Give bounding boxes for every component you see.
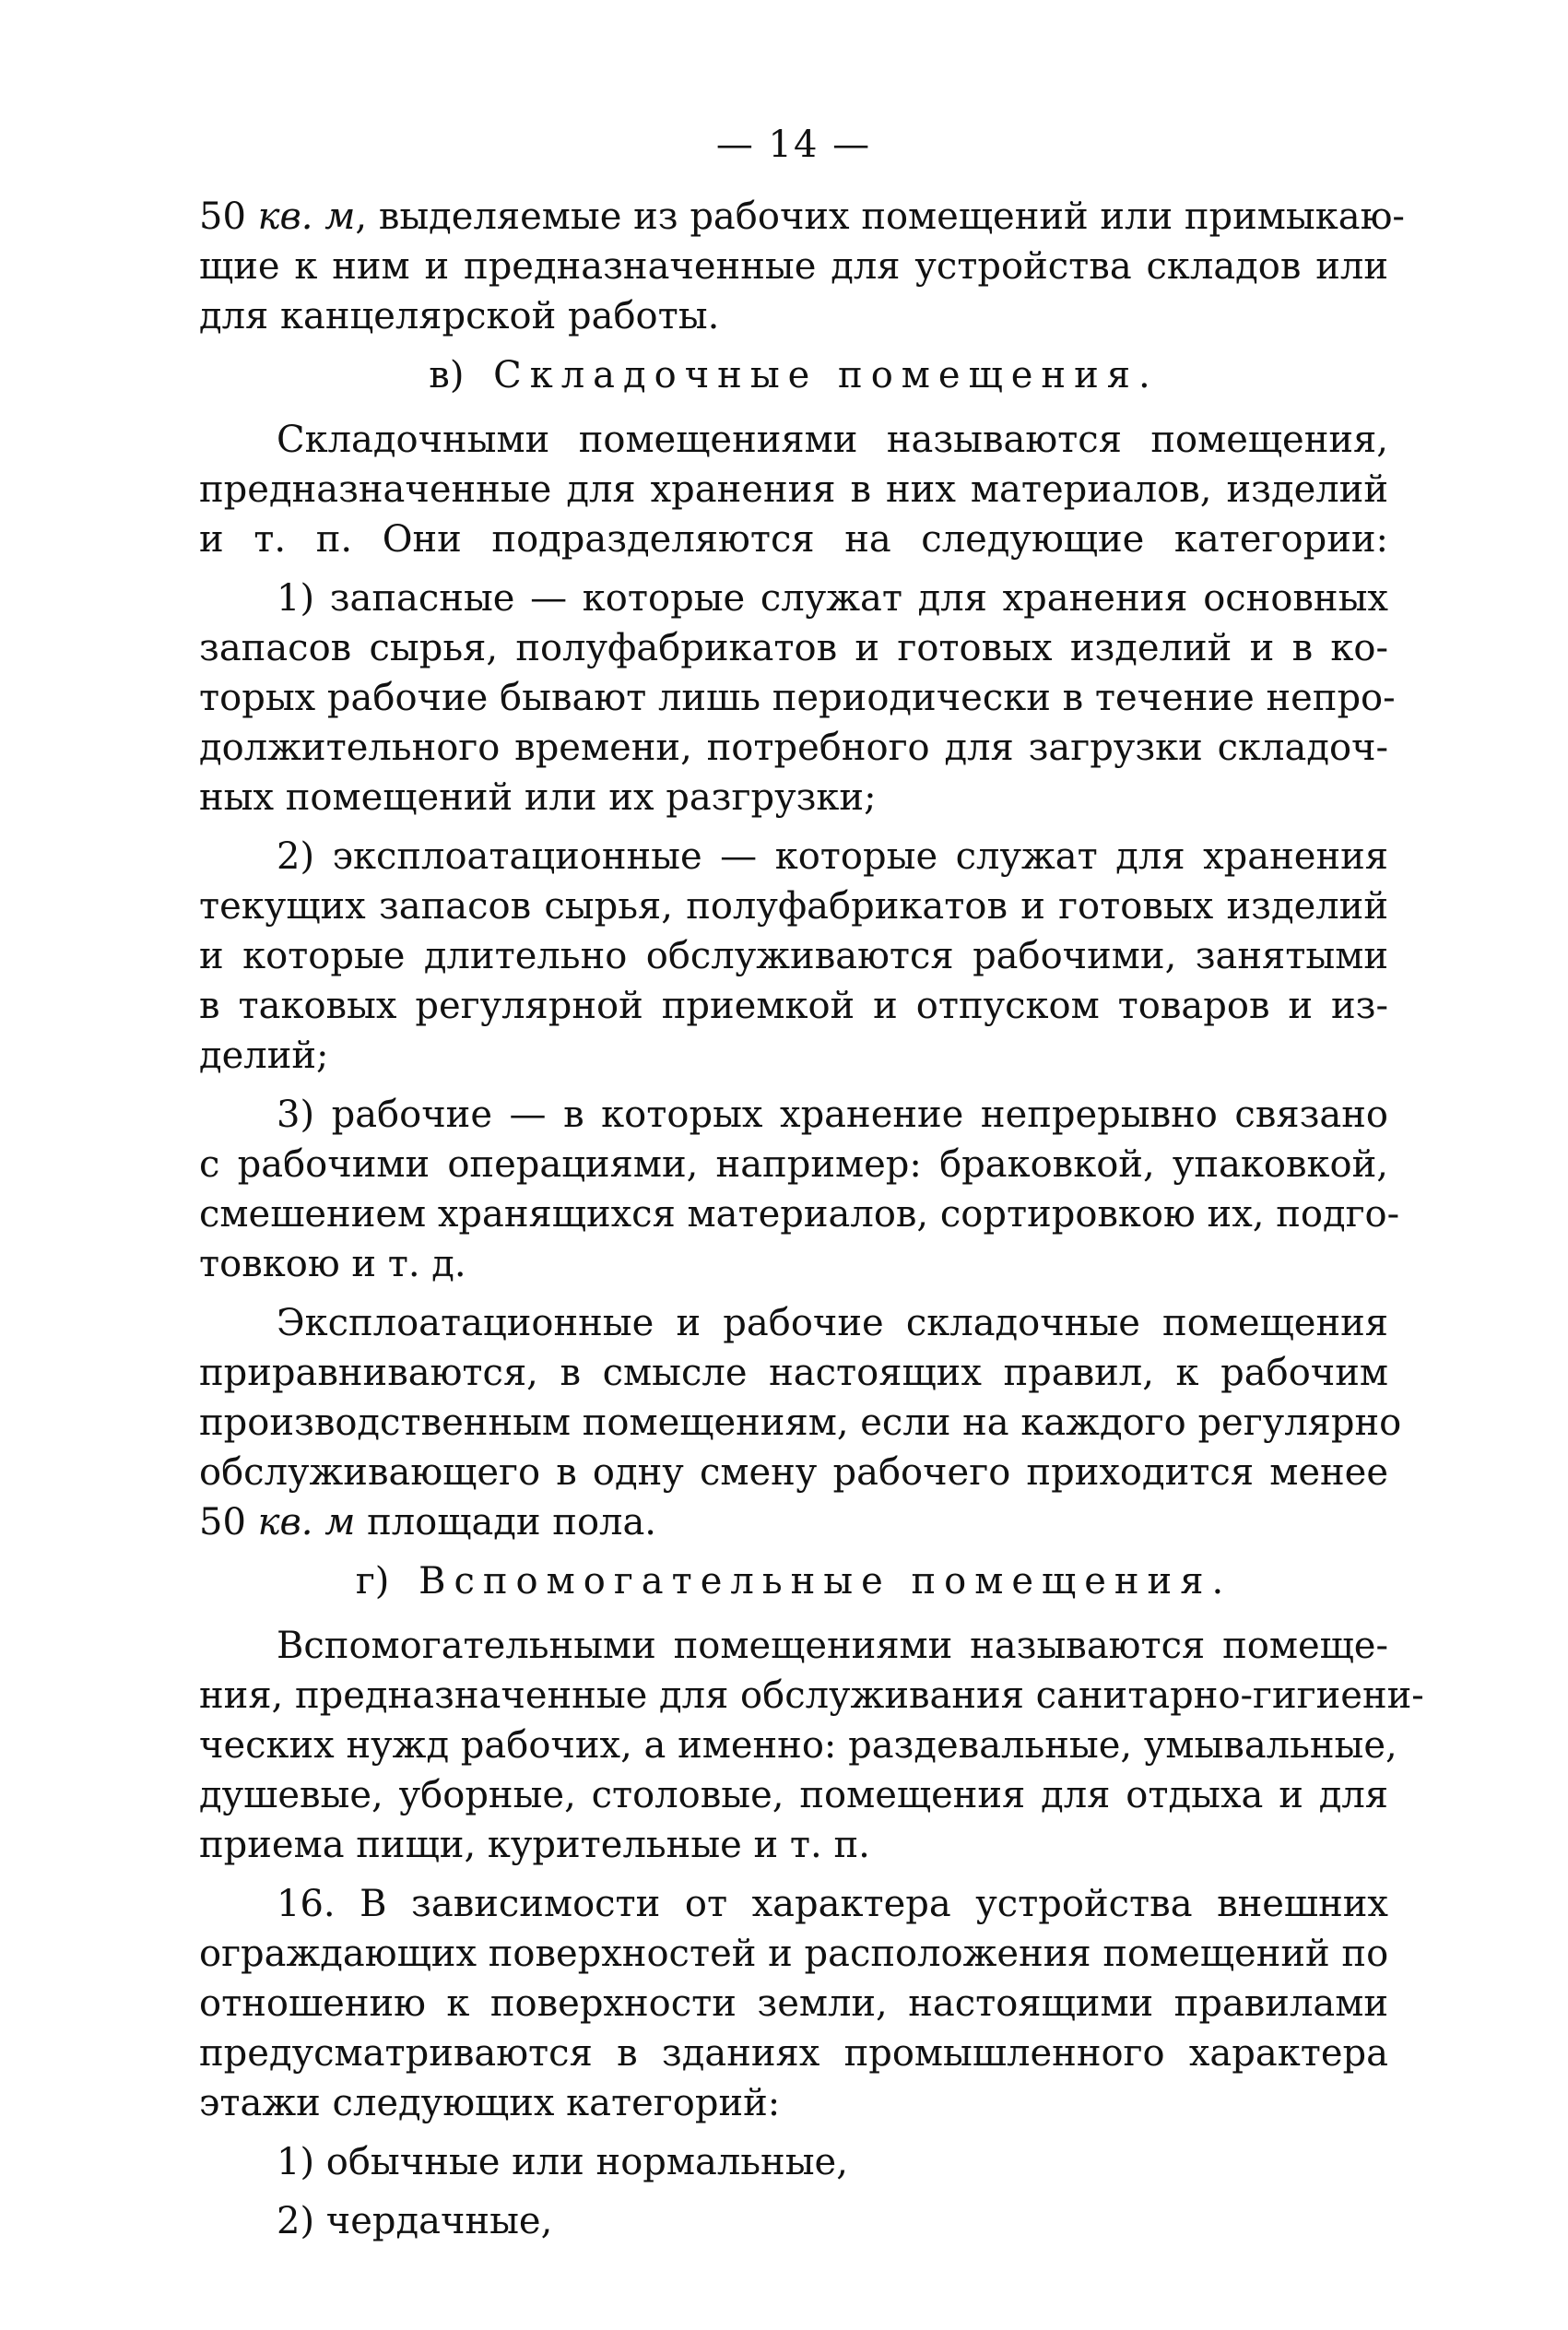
text-line: 1) запасные — которые служат для хранения основных	[277, 577, 1388, 620]
paragraph	[199, 1298, 1402, 1547]
text-line: 16. В зависимости от характера устройства внешних	[277, 1883, 1388, 1925]
section-title: Вспомогательные помещения.	[419, 1560, 1232, 1603]
paragraph	[199, 192, 1405, 341]
unit-abbreviation: кв. м	[257, 195, 356, 238]
text-line: 3) рабочие — в которых хранение непрерывно связано	[277, 1094, 1388, 1136]
text-line: Эксплоатационные и рабочие складочные помещения	[277, 1302, 1388, 1344]
text-line: 50 кв. м площади пола.	[199, 1501, 657, 1543]
paragraph	[199, 1879, 1388, 2128]
text-line: запасов сырья, полуфабрикатов и готовых изделий и в ко-	[199, 627, 1388, 669]
text-line: должительного времени, потребного для загрузки складоч-	[199, 727, 1388, 769]
section-heading	[199, 350, 1388, 400]
text-line: смешением хранящихся материалов, сортировкою их, подго-	[199, 1193, 1400, 1236]
text-line: для канцелярской работы.	[199, 295, 720, 337]
text-line: щие к ним и предназначенные для устройства складов или	[199, 245, 1388, 288]
text-line: предусматриваются в зданиях промышленного характера	[199, 2032, 1388, 2075]
text-line: отношению к поверхности земли, настоящими правилами	[199, 1982, 1388, 2025]
text-line: 50 кв. м, выделяемые из рабочих помещений или примыкаю-	[199, 195, 1405, 238]
section-letter: г)	[355, 1560, 390, 1603]
text-line: этажи следующих категорий:	[199, 2082, 781, 2124]
text-line: 2) эксплоатационные — которые служат для хранения	[277, 835, 1388, 878]
text-line: ческих нужд рабочих, а именно: раздевальные, умывальные,	[199, 1724, 1397, 1767]
list-item-paragraph	[199, 832, 1388, 1081]
text-line: с рабочими операциями, например: браковкой, упаковкой,	[199, 1143, 1388, 1186]
text-line: и т. п. Они подразделяются на следующие категории:	[199, 518, 1388, 561]
paragraph	[199, 415, 1388, 564]
text-line: торых рабочие бывают лишь периодически в течение непро-	[199, 677, 1396, 719]
text-line: приравниваются, в смысле настоящих правил, к рабочим	[199, 1352, 1388, 1394]
page-number: — 14 —	[715, 124, 872, 166]
list-item-paragraph	[199, 2137, 1388, 2187]
text-line: 2) чердачные,	[277, 2200, 553, 2242]
unit-abbreviation: кв. м	[257, 1501, 356, 1543]
text-line: товкою и т. д.	[199, 1243, 466, 1285]
text-line: Вспомогательными помещениями называются помеще-	[277, 1625, 1388, 1667]
section-heading	[199, 1556, 1388, 1606]
text-line: производственным помещениям, если на каждого регулярно	[199, 1402, 1402, 1444]
text-line: и которые длительно обслуживаются рабочими, занятыми	[199, 935, 1388, 977]
text-line: текущих запасов сырья, полуфабрикатов и готовых изделий	[199, 885, 1388, 928]
text-line: предназначенные для хранения в них материалов, изделий	[199, 468, 1388, 511]
section-letter: в)	[429, 354, 465, 396]
list-item-paragraph	[199, 1090, 1400, 1289]
list-item-paragraph	[199, 2196, 1388, 2246]
list-item-paragraph	[199, 574, 1396, 822]
text-line: делий;	[199, 1035, 329, 1077]
text-line: Складочными помещениями называются помещения,	[277, 419, 1388, 461]
text-line: душевые, уборные, столовые, помещения для отдыха и для	[199, 1774, 1388, 1816]
text-line: в таковых регулярной приемкой и отпуском товаров и из-	[199, 985, 1388, 1027]
text-line: 1) обычные или нормальные,	[277, 2141, 848, 2183]
text-line: ния, предназначенные для обслуживания санитарно-гигиени-	[199, 1674, 1424, 1717]
section-title: Складочные помещения.	[493, 354, 1159, 396]
text-line: приема пищи, курительные и т. п.	[199, 1824, 870, 1866]
text-line: ограждающих поверхностей и расположения помещений по	[199, 1933, 1389, 1975]
document-page	[199, 120, 1424, 2255]
text-line: обслуживающего в одну смену рабочего приходится менее	[199, 1451, 1388, 1494]
paragraph	[199, 1621, 1424, 1870]
text-line: ных помещений или их разгрузки;	[199, 776, 877, 819]
